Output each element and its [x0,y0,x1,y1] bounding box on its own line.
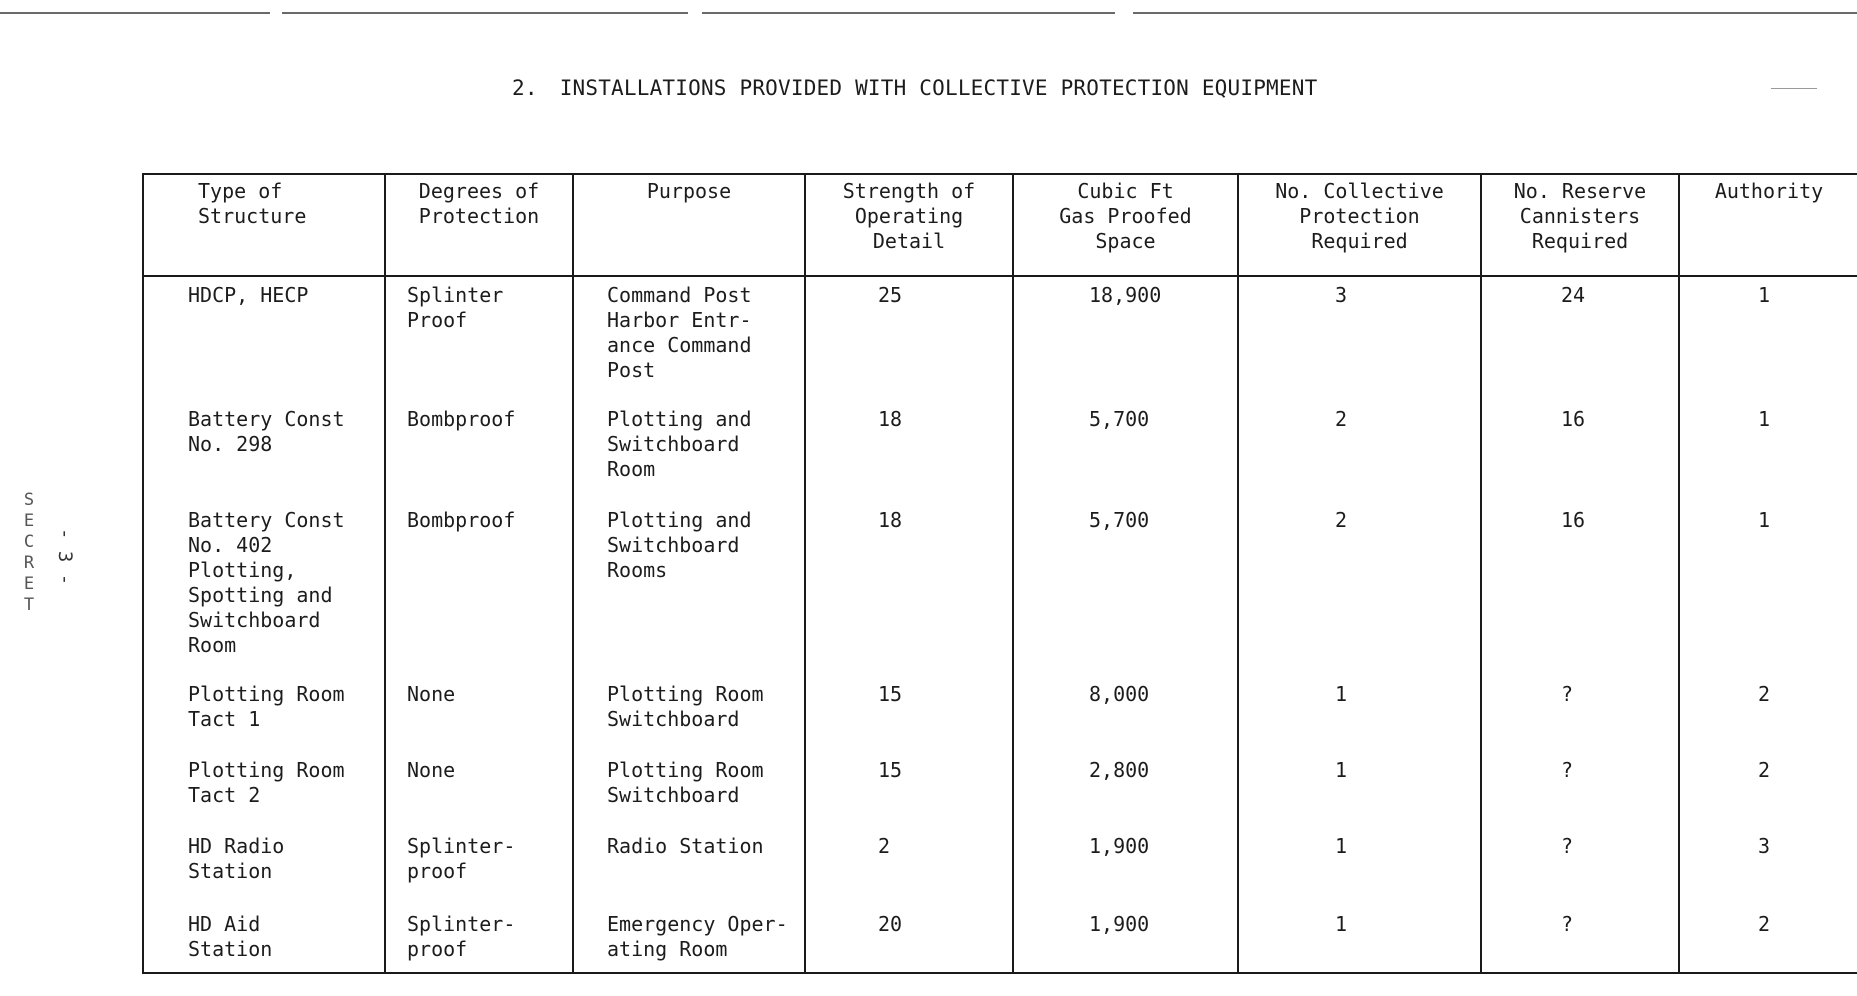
cell-reserve: 16 [1481,401,1679,502]
header-authority: Authority [1679,174,1857,276]
cell-reserve: ? [1481,752,1679,828]
cell-purpose: Command Post Harbor Entr- ance Command Post [573,276,805,401]
cell-type: HDCP, HECP [143,276,385,401]
cell-reserve: 16 [1481,502,1679,676]
cell-collective: 2 [1238,401,1481,502]
cell-type: HD Radio Station [143,828,385,906]
table-row [143,906,1857,973]
header-no-reserve-cannisters-required: No. Reserve Cannisters Required [1481,174,1679,276]
header-purpose: Purpose [573,174,805,276]
mark-letter: E [23,574,35,594]
cell-purpose: Emergency Oper- ating Room [573,906,805,973]
cell-degree: Splinter Proof [385,276,573,401]
cell-authority: 1 [1679,276,1857,401]
header-strength-of-operating-detail: Strength of Operating Detail [805,174,1013,276]
cell-type: Battery Const No. 402 Plotting, Spotting and Switchboard Room [143,502,385,676]
cell-degree: Splinter- proof [385,828,573,906]
cell-degree: Bombproof [385,401,573,502]
cell-purpose: Plotting and Switchboard Room [573,401,805,502]
cell-purpose: Plotting Room Switchboard [573,752,805,828]
cell-authority: 2 [1679,676,1857,752]
table-row [143,401,1857,502]
cell-degree: None [385,676,573,752]
mark-letter: E [23,511,35,531]
mark-letter: R [23,553,35,573]
cell-cubic-ft: 18,900 [1013,276,1238,401]
cell-strength: 20 [805,906,1013,973]
header-type-of-structure: Type of Structure [143,174,385,276]
cell-reserve: ? [1481,906,1679,973]
margin-tick [1771,88,1817,89]
cell-reserve: 24 [1481,276,1679,401]
cell-cubic-ft: 8,000 [1013,676,1238,752]
top-rule-gap [1115,12,1133,14]
cell-type: Plotting Room Tact 1 [143,676,385,752]
cell-collective: 1 [1238,676,1481,752]
cell-cubic-ft: 5,700 [1013,401,1238,502]
cell-strength: 18 [805,502,1013,676]
cell-degree: Bombproof [385,502,573,676]
cell-authority: 2 [1679,906,1857,973]
security-classification-mark [12,490,46,616]
cell-authority: 2 [1679,752,1857,828]
header-no-collective-protection-required: No. Collective Protection Required [1238,174,1481,276]
cell-authority: 3 [1679,828,1857,906]
mark-letter: T [23,595,35,615]
cell-reserve: ? [1481,828,1679,906]
table-row [143,828,1857,906]
mark-letter: S [23,490,35,510]
cell-collective: 1 [1238,906,1481,973]
cell-purpose: Radio Station [573,828,805,906]
installations-table [142,173,1857,974]
header-cubic-ft-gas-proofed-space: Cubic Ft Gas Proofed Space [1013,174,1238,276]
cell-collective: 3 [1238,276,1481,401]
mark-letter: C [23,532,35,552]
cell-purpose: Plotting Room Switchboard [573,676,805,752]
table-row [143,276,1857,401]
top-rule-gap [688,12,702,14]
cell-cubic-ft: 1,900 [1013,906,1238,973]
cell-cubic-ft: 5,700 [1013,502,1238,676]
cell-type: HD Aid Station [143,906,385,973]
cell-strength: 25 [805,276,1013,401]
cell-degree: None [385,752,573,828]
table-header-row [143,174,1857,276]
section-number: 2. [512,76,538,100]
page-number: - 3 - [54,528,76,586]
cell-cubic-ft: 2,800 [1013,752,1238,828]
cell-strength: 15 [805,752,1013,828]
header-degrees-of-protection: Degrees of Protection [385,174,573,276]
cell-strength: 2 [805,828,1013,906]
page-title [512,76,1317,100]
cell-type: Plotting Room Tact 2 [143,752,385,828]
top-rule-gap [270,12,282,14]
cell-type: Battery Const No. 298 [143,401,385,502]
cell-strength: 15 [805,676,1013,752]
cell-strength: 18 [805,401,1013,502]
cell-degree: Splinter- proof [385,906,573,973]
cell-reserve: ? [1481,676,1679,752]
cell-cubic-ft: 1,900 [1013,828,1238,906]
cell-collective: 2 [1238,502,1481,676]
cell-collective: 1 [1238,828,1481,906]
cell-purpose: Plotting and Switchboard Rooms [573,502,805,676]
cell-authority: 1 [1679,401,1857,502]
table-row [143,502,1857,676]
table-row [143,676,1857,752]
cell-collective: 1 [1238,752,1481,828]
section-title: INSTALLATIONS PROVIDED WITH COLLECTIVE PROTECTION EQUIPMENT [559,76,1318,100]
cell-authority: 1 [1679,502,1857,676]
table-row [143,752,1857,828]
